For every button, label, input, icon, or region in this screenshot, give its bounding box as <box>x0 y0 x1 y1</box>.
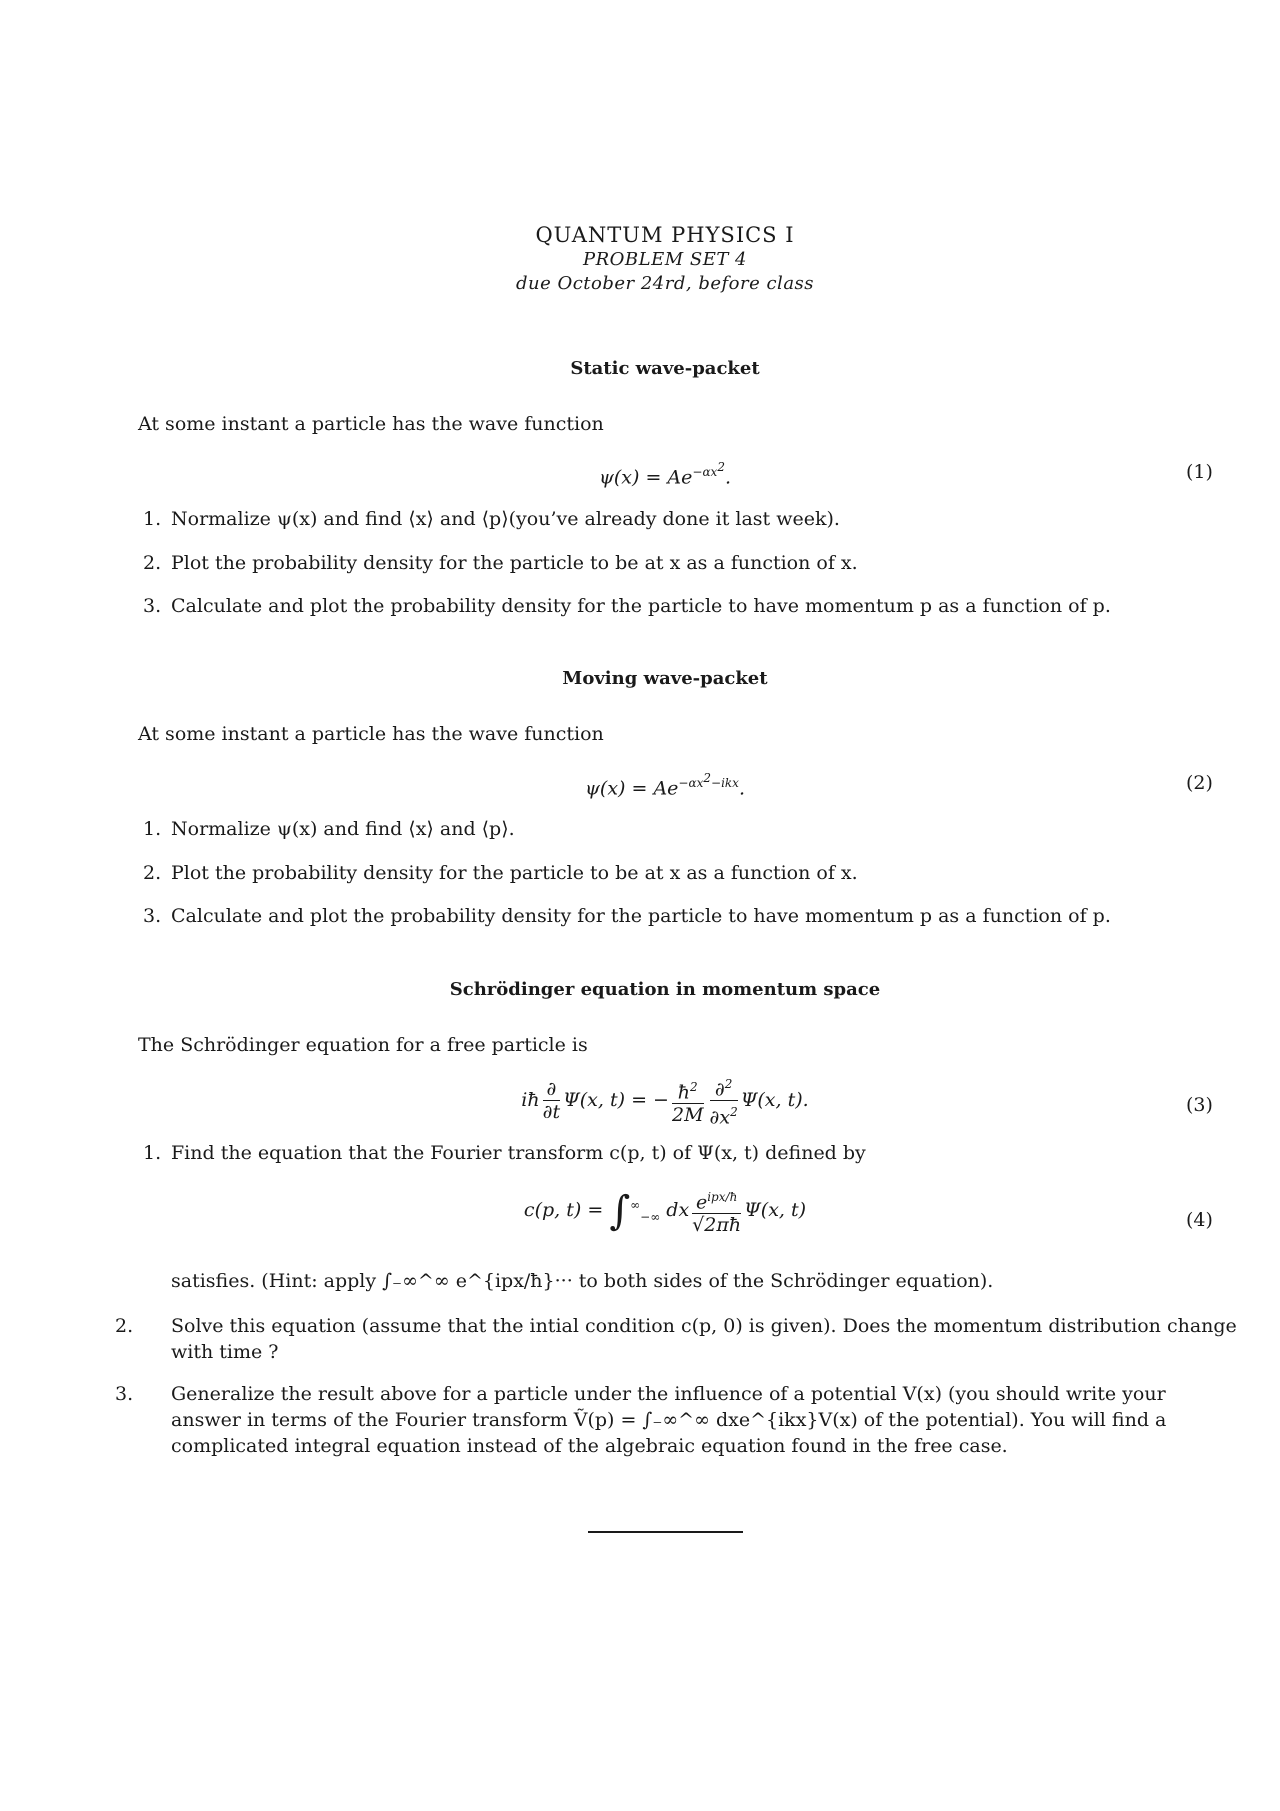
equation-2: $\psi(x) = Ae^{-\alpha x^2-ikx}$. <box>585 771 745 800</box>
moving-item-2: 2. Plot the probability density for the particle to be at x as a function of x. <box>143 862 858 884</box>
schrodinger-item-3: 3. Generalize the result above for a particle under the influence of a potential V(x) (you should write your answer in terms of the Fourier transform Ṽ(p) = ∫₋∞^∞ dxe^{ikx}V(x) of the potential). You will find a complicated integral equation instead of the algebraic equation found in the free case. <box>115 1383 1167 1457</box>
equation-3-number: (3) <box>1186 1094 1213 1116</box>
static-item-3: 3. Calculate and plot the probability density for the particle to have momentum p as a function of p. <box>143 595 1111 617</box>
moving-item-1: 1. Normalize ψ(x) and find ⟨x⟩ and ⟨p⟩. <box>143 818 515 840</box>
static-intro: At some instant a particle has the wave function <box>138 413 604 435</box>
equation-1-number: (1) <box>1186 461 1213 483</box>
due-date: due October 24rd, before class <box>515 273 815 294</box>
static-item-1: 1. Normalize ψ(x) and find ⟨x⟩ and ⟨p⟩(you’ve already done it last week). <box>143 508 840 530</box>
equation-4-number: (4) <box>1186 1209 1213 1231</box>
section-heading-static: Static wave-packet <box>570 358 760 379</box>
schrodinger-item-2: 2. Solve this equation (assume that the intial condition c(p, 0) is given). Does the momentum distribution change with time ? <box>115 1315 1237 1363</box>
equation-1: $\psi(x) = Ae^{-\alpha x^2}$. <box>598 460 732 489</box>
moving-item-3: 3. Calculate and plot the probability density for the particle to have momentum p as a function of p. <box>143 905 1111 927</box>
title-block <box>0 222 1280 296</box>
static-item-2: 2. Plot the probability density for the particle to be at x as a function of x. <box>143 552 858 574</box>
schrodinger-item-1: 1. Find the equation that the Fourier transform c(p, t) of Ψ(x, t) defined by <box>143 1142 866 1164</box>
section-heading-moving: Moving wave-packet <box>562 668 768 689</box>
moving-intro: At some instant a particle has the wave function <box>138 723 604 745</box>
equation-2-number: (2) <box>1186 772 1213 794</box>
section-heading-schrodinger: Schrödinger equation in momentum space <box>449 979 881 1000</box>
equation-3: iħ $\frac{\partial}{\partial t}$ Ψ(x, t) = − $\frac{ħ^2}{2M}$ $\frac{\partial^2}{\partial x^2}$ Ψ(x, t). <box>0 1073 1280 1129</box>
course-title: QUANTUM PHYSICS I <box>535 223 795 247</box>
schrodinger-item-1-hint: satisfies. (Hint: apply ∫₋∞^∞ e^{ipx/ħ}··· to both sides of the Schrödinger equation). <box>171 1270 994 1292</box>
schrodinger-intro: The Schrödinger equation for a free particle is <box>138 1034 588 1056</box>
problem-set-title: PROBLEM SET 4 <box>582 249 748 270</box>
equation-4: c(p, $t) = \int^\infty_{-\infty}$ dx $\frac{e^{ipx/ħ}}{√2\pi ħ}$ Ψ(x, t) <box>0 1186 1280 1236</box>
end-rule <box>588 1531 743 1533</box>
